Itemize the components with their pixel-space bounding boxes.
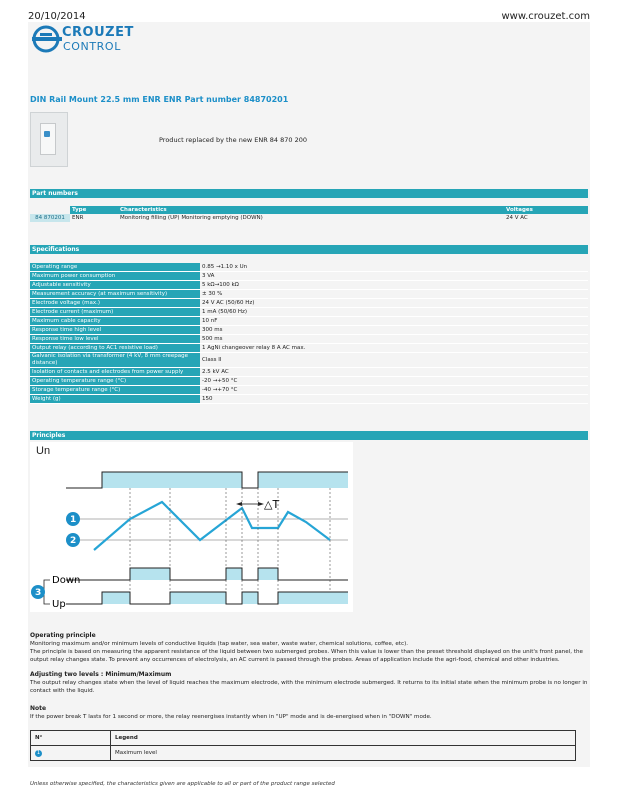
part-numbers-table bbox=[30, 206, 588, 222]
section-principles: Principles bbox=[30, 431, 588, 440]
print-date: 20/10/2014 bbox=[28, 11, 86, 22]
spec-value: -20 →+50 °C bbox=[200, 377, 588, 386]
spec-key: Response time high level bbox=[30, 326, 200, 335]
spec-key: Storage temperature range (°C) bbox=[30, 386, 200, 395]
spec-value: 500 ms bbox=[200, 335, 588, 344]
table-row bbox=[30, 299, 588, 308]
table-row bbox=[30, 335, 588, 344]
legend-text-cell: Maximum level bbox=[111, 746, 576, 761]
spec-value: 0.85 →1.10 x Un bbox=[200, 263, 588, 272]
spec-value: 10 nF bbox=[200, 317, 588, 326]
part-type: ENR bbox=[72, 215, 84, 221]
part-number-link[interactable]: 84 870201 bbox=[30, 214, 70, 222]
note-section bbox=[30, 705, 590, 721]
spec-key: Operating range bbox=[30, 263, 200, 272]
table-row bbox=[30, 290, 588, 299]
table-row bbox=[31, 746, 576, 761]
spec-value: 5 kΩ→100 kΩ bbox=[200, 281, 588, 290]
logo-brand: CROUZET bbox=[62, 25, 134, 40]
legend-num-cell bbox=[31, 746, 111, 761]
site-url[interactable]: www.crouzet.com bbox=[501, 11, 590, 22]
spec-key: Weight (g) bbox=[30, 395, 200, 404]
table-row bbox=[30, 272, 588, 281]
spec-key: Galvanic isolation via transformer (4 kV, 8 mm creepage distance) bbox=[30, 353, 200, 368]
table-row bbox=[30, 326, 588, 335]
table-header-cell: Type bbox=[70, 206, 118, 214]
timing-diagram bbox=[30, 442, 353, 612]
operating-heading: Operating principle bbox=[30, 632, 96, 639]
spec-value: -40 →+70 °C bbox=[200, 386, 588, 395]
spec-key: Measurement accuracy (at maximum sensitivity) bbox=[30, 290, 200, 299]
part-characteristics: Monitoring filling (UP) Monitoring emptying (DOWN) bbox=[120, 215, 263, 221]
note-text: If the power break T lasts for 1 second or more, the relay reenergises instantly when in "UP" mode and is de-energised when in "DOWN" mode. bbox=[30, 714, 432, 720]
spec-key: Electrode voltage (max.) bbox=[30, 299, 200, 308]
logo-subbrand: CONTROL bbox=[63, 40, 121, 53]
spec-value: 1 AgNi changeover relay 8 A AC max. bbox=[200, 344, 588, 353]
down-label: Down bbox=[52, 575, 81, 586]
table-header-row bbox=[31, 731, 576, 746]
legend-col-legend: Legend bbox=[111, 731, 576, 746]
product-image bbox=[30, 112, 68, 167]
spec-key: Maximum power consumption bbox=[30, 272, 200, 281]
table-header-row bbox=[30, 206, 588, 214]
table-row bbox=[30, 308, 588, 317]
marker-2-label: 2 bbox=[70, 536, 77, 546]
note-heading: Note bbox=[30, 705, 47, 712]
marker-3-label: 3 bbox=[35, 588, 42, 598]
table-header-cell bbox=[30, 206, 70, 214]
table-row bbox=[30, 317, 588, 326]
operating-p1: Monitoring maximum and/or minimum levels of conductive liquids (tap water, sea water, waste water, chemical solutions, coffee, etc). bbox=[30, 641, 409, 647]
table-header-cell: Voltages bbox=[504, 206, 588, 214]
table-row bbox=[30, 368, 588, 377]
delta-t-label: △T bbox=[264, 498, 280, 511]
legend-table bbox=[30, 730, 576, 761]
adjusting-text: The output relay changes state when the level of liquid reaches the maximum electrode, with the minimum electrode submerged. It returns to its initial state when the minimum probe is no longer in contact with the liquid. bbox=[30, 680, 588, 694]
table-row bbox=[30, 395, 588, 404]
specifications-table bbox=[30, 263, 588, 404]
adjusting-section bbox=[30, 671, 590, 695]
page-title: DIN Rail Mount 22.5 mm ENR ENR Part number 84870201 bbox=[30, 95, 289, 104]
operating-principle bbox=[30, 632, 590, 664]
operating-p2: The principle is based on measuring the apparent resistance of the liquid between two submerged probes. When this value is lower than the preset threshold displayed on the unit's front panel, the output relay changes state. To prevent any occurrences of electrolysis, an AC current is passed through the probes. Areas of application include the agri-food, chemical and other industries. bbox=[30, 649, 583, 663]
spec-value: 2.5 kV AC bbox=[200, 368, 588, 377]
spec-key: Electrode current (maximum) bbox=[30, 308, 200, 317]
legend-marker-1-icon: 1 bbox=[36, 749, 41, 756]
adjusting-heading: Adjusting two levels : Minimum/Maximum bbox=[30, 671, 172, 678]
section-specifications: Specifications bbox=[30, 245, 588, 254]
table-row bbox=[30, 377, 588, 386]
legend-col-num: N° bbox=[31, 731, 111, 746]
table-row bbox=[30, 214, 588, 222]
spec-value: ± 30 % bbox=[200, 290, 588, 299]
footer-disclaimer: Unless otherwise specified, the characteristics given are applicable to all or part of the product range selected bbox=[30, 781, 335, 787]
spec-value: Class II bbox=[200, 353, 588, 368]
table-row bbox=[30, 386, 588, 395]
table-row bbox=[30, 353, 588, 368]
spec-value: 1 mA (50/60 Hz) bbox=[200, 308, 588, 317]
table-row bbox=[30, 263, 588, 272]
spec-value: 24 V AC (50/60 Hz) bbox=[200, 299, 588, 308]
replacement-notice: Product replaced by the new ENR 84 870 200 bbox=[159, 136, 307, 144]
table-header-cell: Characteristics bbox=[118, 206, 504, 214]
spec-key: Adjustable sensitivity bbox=[30, 281, 200, 290]
un-label: Un bbox=[36, 445, 51, 457]
table-row bbox=[30, 281, 588, 290]
marker-1-label: 1 bbox=[70, 515, 77, 525]
up-label: Up bbox=[52, 599, 66, 610]
spec-value: 3 VA bbox=[200, 272, 588, 281]
spec-key: Isolation of contacts and electrodes from power supply bbox=[30, 368, 200, 377]
spec-key: Output relay (according to AC1 resistive load) bbox=[30, 344, 200, 353]
spec-key: Maximum cable capacity bbox=[30, 317, 200, 326]
spec-value: 300 ms bbox=[200, 326, 588, 335]
spec-key: Response time low level bbox=[30, 335, 200, 344]
table-row bbox=[30, 344, 588, 353]
spec-value: 150 bbox=[200, 395, 588, 404]
part-voltage: 24 V AC bbox=[506, 215, 528, 221]
section-part-numbers: Part numbers bbox=[30, 189, 588, 198]
spec-key: Operating temperature range (°C) bbox=[30, 377, 200, 386]
